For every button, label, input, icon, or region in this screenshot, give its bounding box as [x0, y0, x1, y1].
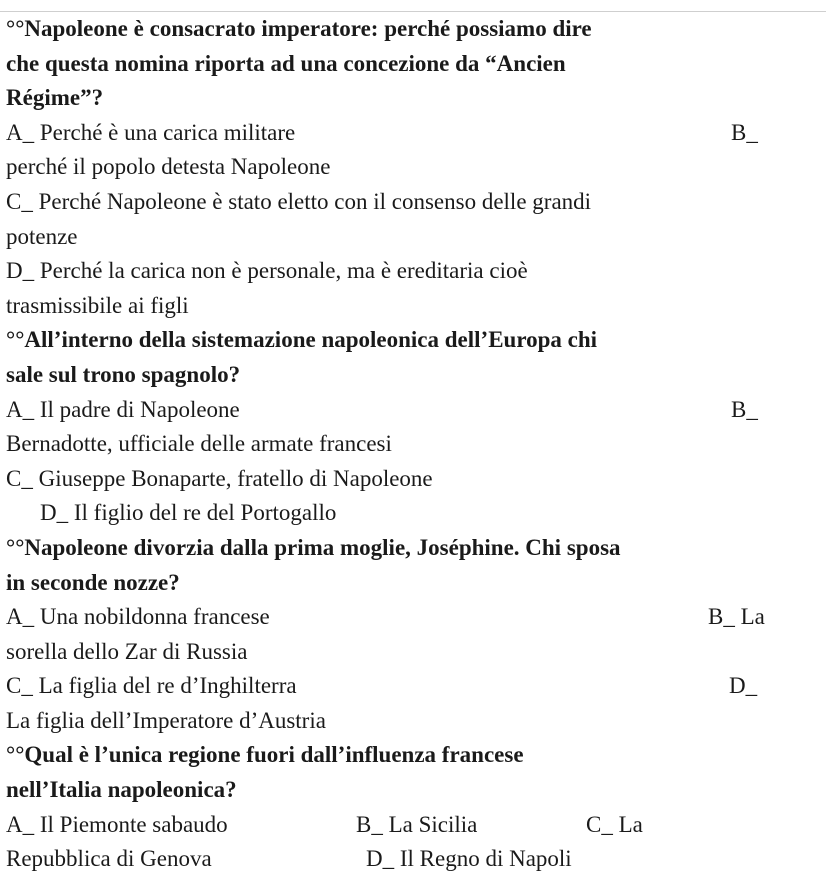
quiz-document: [6, 12, 820, 877]
question-3-option-a: A_ Una nobildonna francese: [6, 604, 270, 630]
question-1-option-c-line-1: C_ Perché Napoleone è stato eletto con il consenso delle grandi: [6, 188, 592, 214]
question-4-options-row-1: [6, 808, 820, 843]
question-1-option-c-line-2: potenze: [6, 223, 78, 249]
question-1-option-a: A_ Perché è una carica militare: [6, 119, 296, 145]
question-4-option-c-marker: C_ La: [586, 811, 643, 837]
question-1-option-d-line-1: D_ Perché la carica non è personale, ma è ereditaria cioè: [6, 258, 528, 284]
question-3-option-b-marker: B_ La: [708, 604, 765, 630]
question-3-options-row-2: [6, 669, 820, 704]
question-2-line-1: °°All’interno della sistemazione napoleonica dell’Europa chi: [6, 327, 598, 353]
question-2-line-2: sale sul trono spagnolo?: [6, 361, 241, 387]
question-3-option-d-marker: D_: [729, 673, 758, 699]
question-1-line-3: Régime”?: [6, 85, 104, 111]
question-1-options-row-1: [6, 116, 820, 151]
question-2-option-b-text: Bernadotte, ufficiale delle armate francesi: [6, 431, 392, 457]
question-3-line-2: in seconde nozze?: [6, 569, 180, 595]
question-3-option-b-text: sorella dello Zar di Russia: [6, 638, 248, 664]
question-1-line-2: che questa nomina riporta ad una concezione da “Ancien: [6, 50, 566, 76]
question-2-option-c: C_ Giuseppe Bonaparte, fratello di Napoleone: [6, 465, 433, 491]
question-4-option-c-text: Repubblica di Genova: [6, 846, 212, 872]
question-3-option-c: C_ La figlia del re d’Inghilterra: [6, 673, 297, 699]
question-2-options-row-1: [6, 393, 820, 428]
question-3-options-row-1: [6, 600, 820, 635]
question-1-option-b-marker: B_: [731, 119, 758, 145]
question-1-line-1: °°Napoleone è consacrato imperatore: perché possiamo dire: [6, 16, 592, 41]
question-4-options-row-2: [6, 842, 820, 877]
question-4-line-2: nell’Italia napoleonica?: [6, 777, 237, 803]
question-2-option-d: D_ Il figlio del re del Portogallo: [40, 500, 337, 526]
question-2-option-a: A_ Il padre di Napoleone: [6, 396, 240, 422]
question-4-option-b: B_ La Sicilia: [356, 811, 478, 837]
question-1-option-b-text: perché il popolo detesta Napoleone: [6, 154, 331, 180]
question-4-line-1: °°Qual è l’unica regione fuori dall’influenza francese: [6, 742, 524, 768]
question-4-option-a: A_ Il Piemonte sabaudo: [6, 811, 228, 837]
question-3-line-1: °°Napoleone divorzia dalla prima moglie, Joséphine. Chi sposa: [6, 534, 621, 560]
question-2-option-b-marker: B_: [731, 396, 758, 422]
question-1-option-d-line-2: trasmissibile ai figli: [6, 292, 189, 318]
question-4-option-d: D_ Il Regno di Napoli: [366, 846, 572, 872]
question-3-option-d-text: La figlia dell’Imperatore d’Austria: [6, 707, 326, 733]
